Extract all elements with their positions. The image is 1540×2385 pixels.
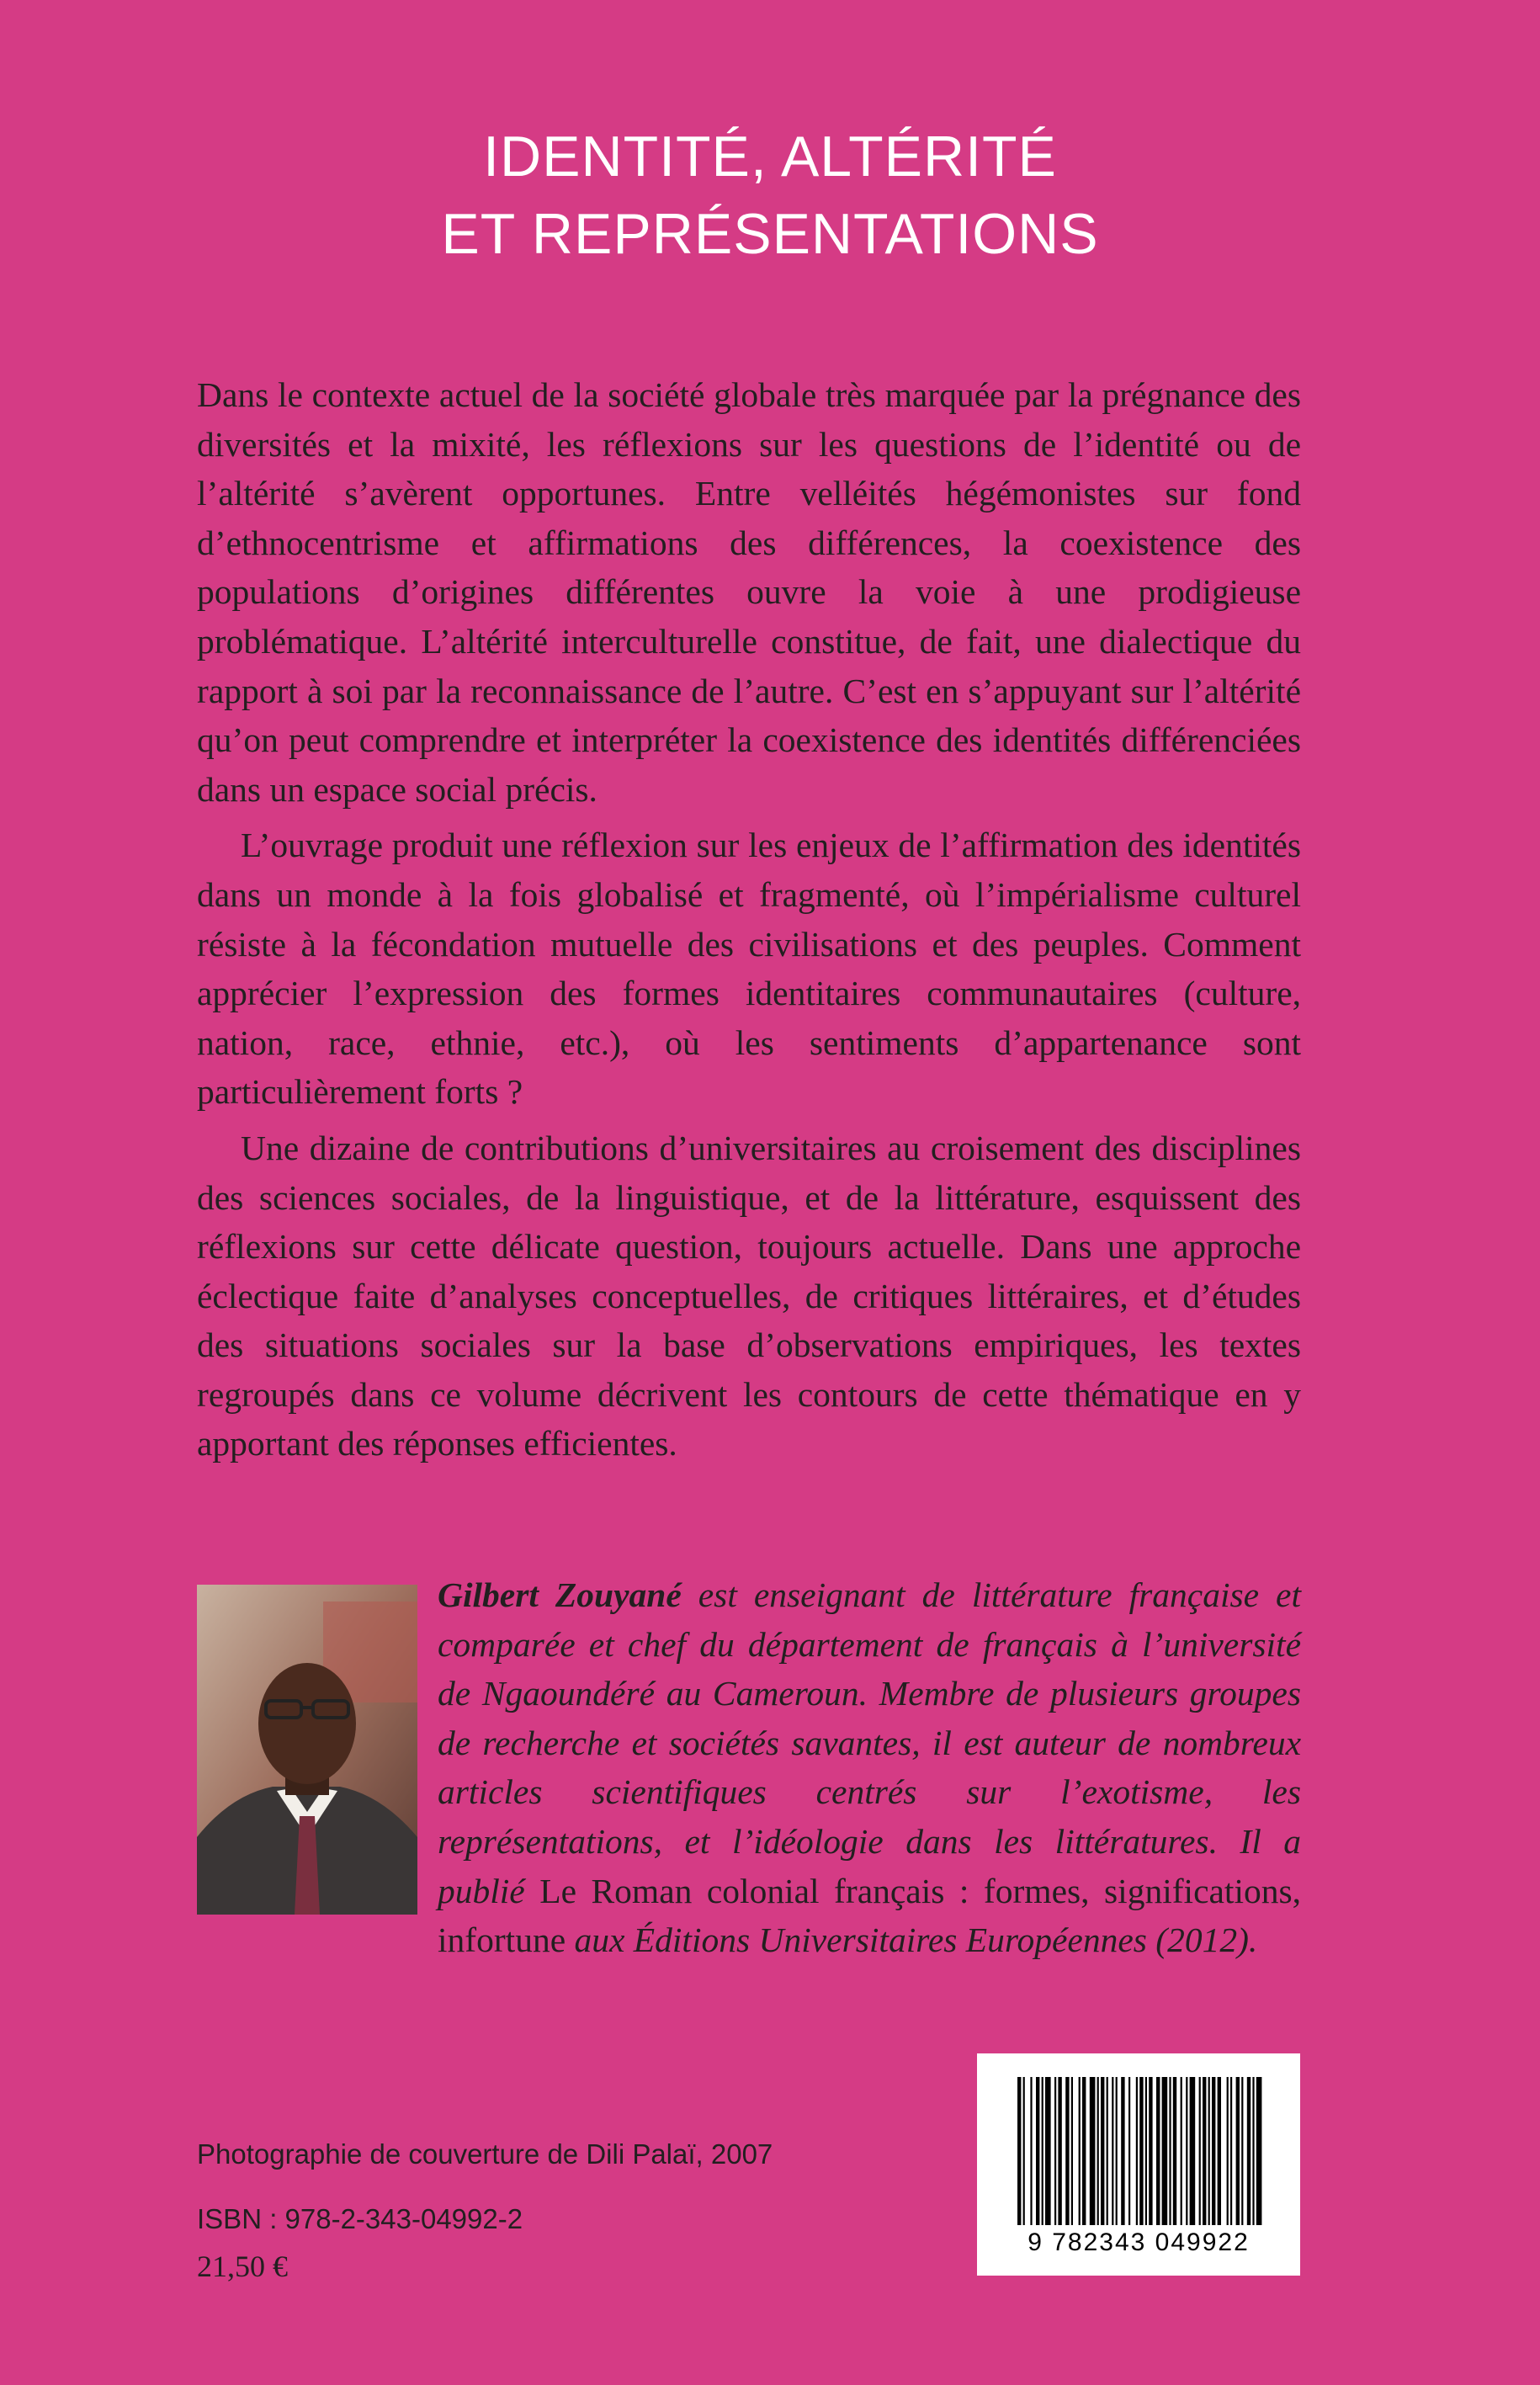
barcode-bar bbox=[1139, 2077, 1143, 2225]
barcode-bar bbox=[1241, 2077, 1243, 2225]
barcode-bar bbox=[1173, 2077, 1176, 2225]
barcode-number: 9 782343 049922 bbox=[1028, 2228, 1250, 2256]
blurb-paragraph-2: L’ouvrage produit une réflexion sur les enjeux de l’affirmation des identités dans un monde à la fois globalisé et fragmenté, où l’impérialisme culturel résiste à la fécondation mutuelle des civilisations et des peuples. Comment apprécier l’expression des formes identitaires communautaires (culture, nation, race, ethnie, etc.), où les sentiments d’appartenance sont particulièrement forts ? bbox=[197, 826, 1301, 1112]
barcode-bar bbox=[1107, 2077, 1108, 2225]
title-line-2: ET REPRÉSENTATIONS bbox=[441, 202, 1099, 266]
barcode-bar bbox=[1097, 2077, 1099, 2225]
title-line-1: IDENTITÉ, ALTÉRITÉ bbox=[483, 125, 1057, 189]
barcode-bar bbox=[1136, 2077, 1138, 2225]
barcode-bar bbox=[1162, 2077, 1168, 2225]
author-bio bbox=[438, 1570, 1301, 1965]
barcode-bar bbox=[1186, 2077, 1187, 2225]
barcode-bar bbox=[1145, 2077, 1147, 2225]
author-bio-text-2: aux Éditions Universitaires Européennes (2012). bbox=[566, 1920, 1258, 1960]
barcode-bar bbox=[1121, 2077, 1124, 2225]
blurb-paragraph-1: Dans le contexte actuel de la société globale très marquée par la prégnance des diversités et la mixité, les réflexions sur les questions de l’identité ou de l’altérité s’avèrent opportunes. Entre velléités hégémonistes sur fond d’ethnocentrisme et affirmations des différences, la coexistence des populations d’origines différentes ouvre la voie à une prodigieuse problématique. L’altérité interculturelle constitue, de fait, une dialectique du rapport à soi par la reconnaissance de l’autre. C’est en s’appuyant sur l’altérité qu’on peut comprendre et interpréter la coexistence des identités différenciées dans un espace social précis. bbox=[197, 375, 1301, 809]
barcode-bar bbox=[1101, 2077, 1104, 2225]
author-bio-text-1: est enseignant de littérature française et comparée et chef du département de français à l’université de Ngaoundéré au Cameroun. Membre de plusieurs groupes de recherche et sociétés savantes, il est auteur de nombreux articles scientifiques centrés sur l’exotisme, les représentations, et l’idéologie dans les littératures. Il a publié bbox=[438, 1575, 1302, 1910]
blurb-paragraph-3: Une dizaine de contributions d’universitaires au croisement des disciplines des sciences sociales, de la linguistique, et de la littérature, esquissent des réflexions sur cette délicate question, toujours actuelle. Dans une approche éclectique faite d’analyses conceptuelles, de critiques littéraires, et d’études des situations sociales sur la base d’observations empiriques, les textes regroupés dans ce volume décrivent les contours de cette thématique en y apportant des réponses efficientes. bbox=[197, 1128, 1301, 1463]
author-photo bbox=[197, 1585, 417, 1915]
isbn: ISBN : 978-2-343-04992-2 bbox=[197, 2203, 523, 2234]
barcode-bar bbox=[1079, 2077, 1081, 2225]
book-title bbox=[0, 118, 1540, 273]
barcode-bar bbox=[1036, 2077, 1039, 2225]
barcode-bar bbox=[1256, 2077, 1262, 2225]
barcode-bar bbox=[1230, 2077, 1232, 2225]
barcode-bar bbox=[1212, 2077, 1215, 2225]
barcode-bar bbox=[1199, 2077, 1201, 2225]
barcode-bar bbox=[1252, 2077, 1254, 2225]
price: 21,50 € bbox=[197, 2250, 288, 2283]
author-book-title: Le Roman colonial français : formes, significations, infortune bbox=[438, 1871, 1301, 1960]
barcode-bar bbox=[1181, 2077, 1182, 2225]
barcode-bar bbox=[1169, 2077, 1171, 2225]
barcode-bar bbox=[1247, 2077, 1251, 2225]
barcode-bar bbox=[1128, 2077, 1130, 2225]
barcode-bar bbox=[1030, 2077, 1032, 2225]
barcode-bar bbox=[1042, 2077, 1043, 2225]
barcode-bar bbox=[1054, 2077, 1056, 2225]
barcode-bar bbox=[1208, 2077, 1210, 2225]
barcode-bar bbox=[1045, 2077, 1051, 2225]
barcode bbox=[977, 2053, 1300, 2276]
barcode-bar bbox=[1090, 2077, 1096, 2225]
barcode-bar bbox=[1065, 2077, 1069, 2225]
barcode-bar bbox=[1218, 2077, 1221, 2225]
barcode-bar bbox=[1082, 2077, 1086, 2225]
barcode-bar bbox=[1149, 2077, 1152, 2225]
barcode-bar bbox=[1236, 2077, 1240, 2225]
barcode-bar bbox=[1190, 2077, 1196, 2225]
barcode-bar bbox=[1227, 2077, 1229, 2225]
barcode-bar bbox=[1017, 2077, 1021, 2225]
barcode-bar bbox=[1112, 2077, 1113, 2225]
barcode-bar bbox=[1023, 2077, 1025, 2225]
barcode-bar bbox=[1116, 2077, 1118, 2225]
barcode-bar bbox=[1071, 2077, 1073, 2225]
barcode-bar bbox=[1203, 2077, 1206, 2225]
author-name: Gilbert Zouyané bbox=[438, 1575, 682, 1614]
barcode-bar bbox=[1058, 2077, 1061, 2225]
barcode-bar bbox=[1156, 2077, 1160, 2225]
blurb bbox=[197, 370, 1301, 1469]
photo-credit: Photographie de couverture de Dili Palaï, 2007 bbox=[197, 2138, 773, 2170]
